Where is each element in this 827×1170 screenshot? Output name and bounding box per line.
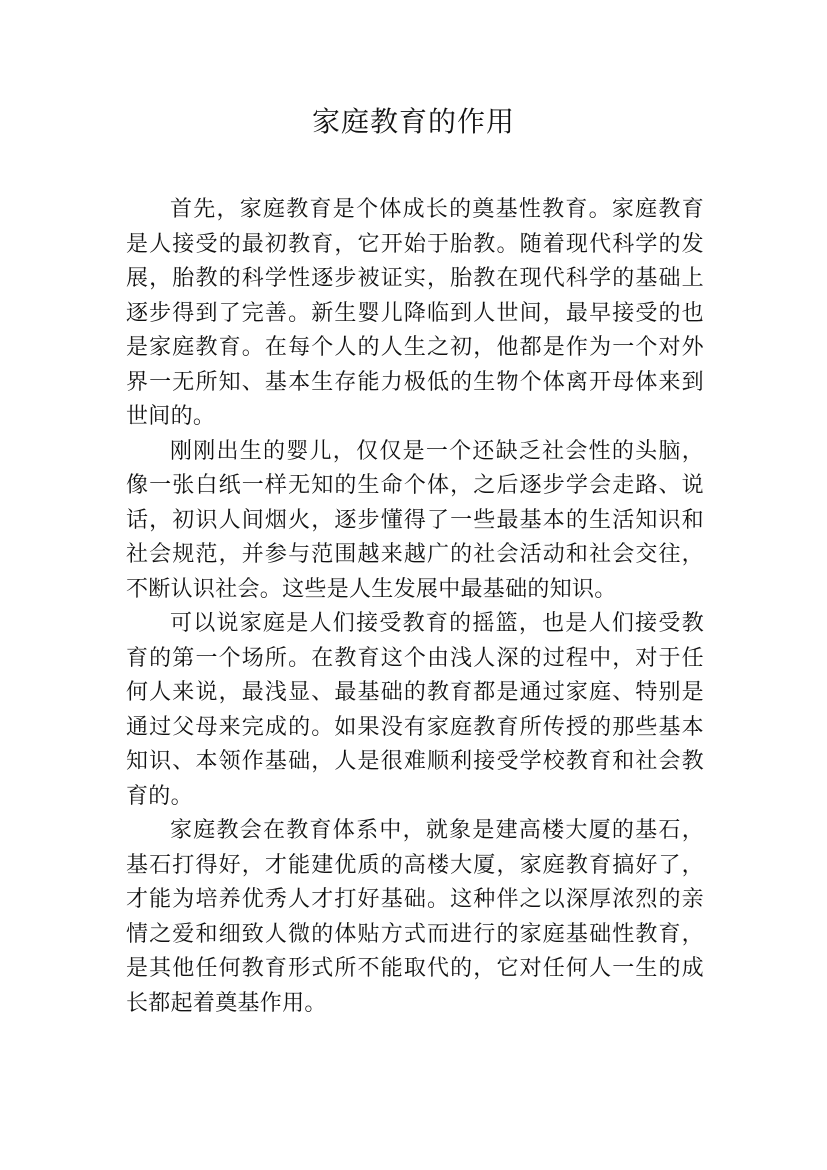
document-title: 家庭教育的作用 [311,105,515,138]
paragraph-4: 家庭教会在教育体系中，就象是建高楼大厦的基石，基石打得好，才能建优质的高楼大厦，家庭教育搞好了，才能为培养优秀人才打好基础。这种伴之以深厚浓烈的亲情之爱和细致人微的体贴方式而进行的家庭基础性教育，是其他任何教育形式所不能取代的，它对任何人一生的成长都起着奠基作用。 [126,818,704,1016]
document-body [126,193,704,1021]
paragraph-3: 可以说家庭是人们接受教育的摇篮，也是人们接受教育的第一个场所。在教育这个由浅人深的过程中，对于任何人来说，最浅显、最基础的教育都是通过家庭、特别是通过父母来完成的。如果没有家庭教育所传授的那些基本知识、本领作基础，人是很难顺利接受学校教育和社会教育的。 [126,611,704,809]
paragraph-1: 首先，家庭教育是个体成长的奠基性教育。家庭教育是人接受的最初教育，它开始于胎教。随着现代科学的发展，胎教的科学性逐步被证实，胎教在现代科学的基础上逐步得到了完善。新生婴儿降临到人世间，最早接受的也是家庭教育。在每个人的人生之初，他都是作为一个对外界一无所知、基本生存能力极低的生物个体离开母体来到世间的。 [126,197,704,429]
paragraph-2: 刚刚出生的婴儿，仅仅是一个还缺乏社会性的头脑，像一张白纸一样无知的生命个体，之后逐步学会走路、说话，初识人间烟火，逐步懂得了一些最基本的生活知识和社会规范，并参与范围越来越广的社会活动和社会交往，不断认识社会。这些是人生发展中最基础的知识。 [126,438,704,602]
